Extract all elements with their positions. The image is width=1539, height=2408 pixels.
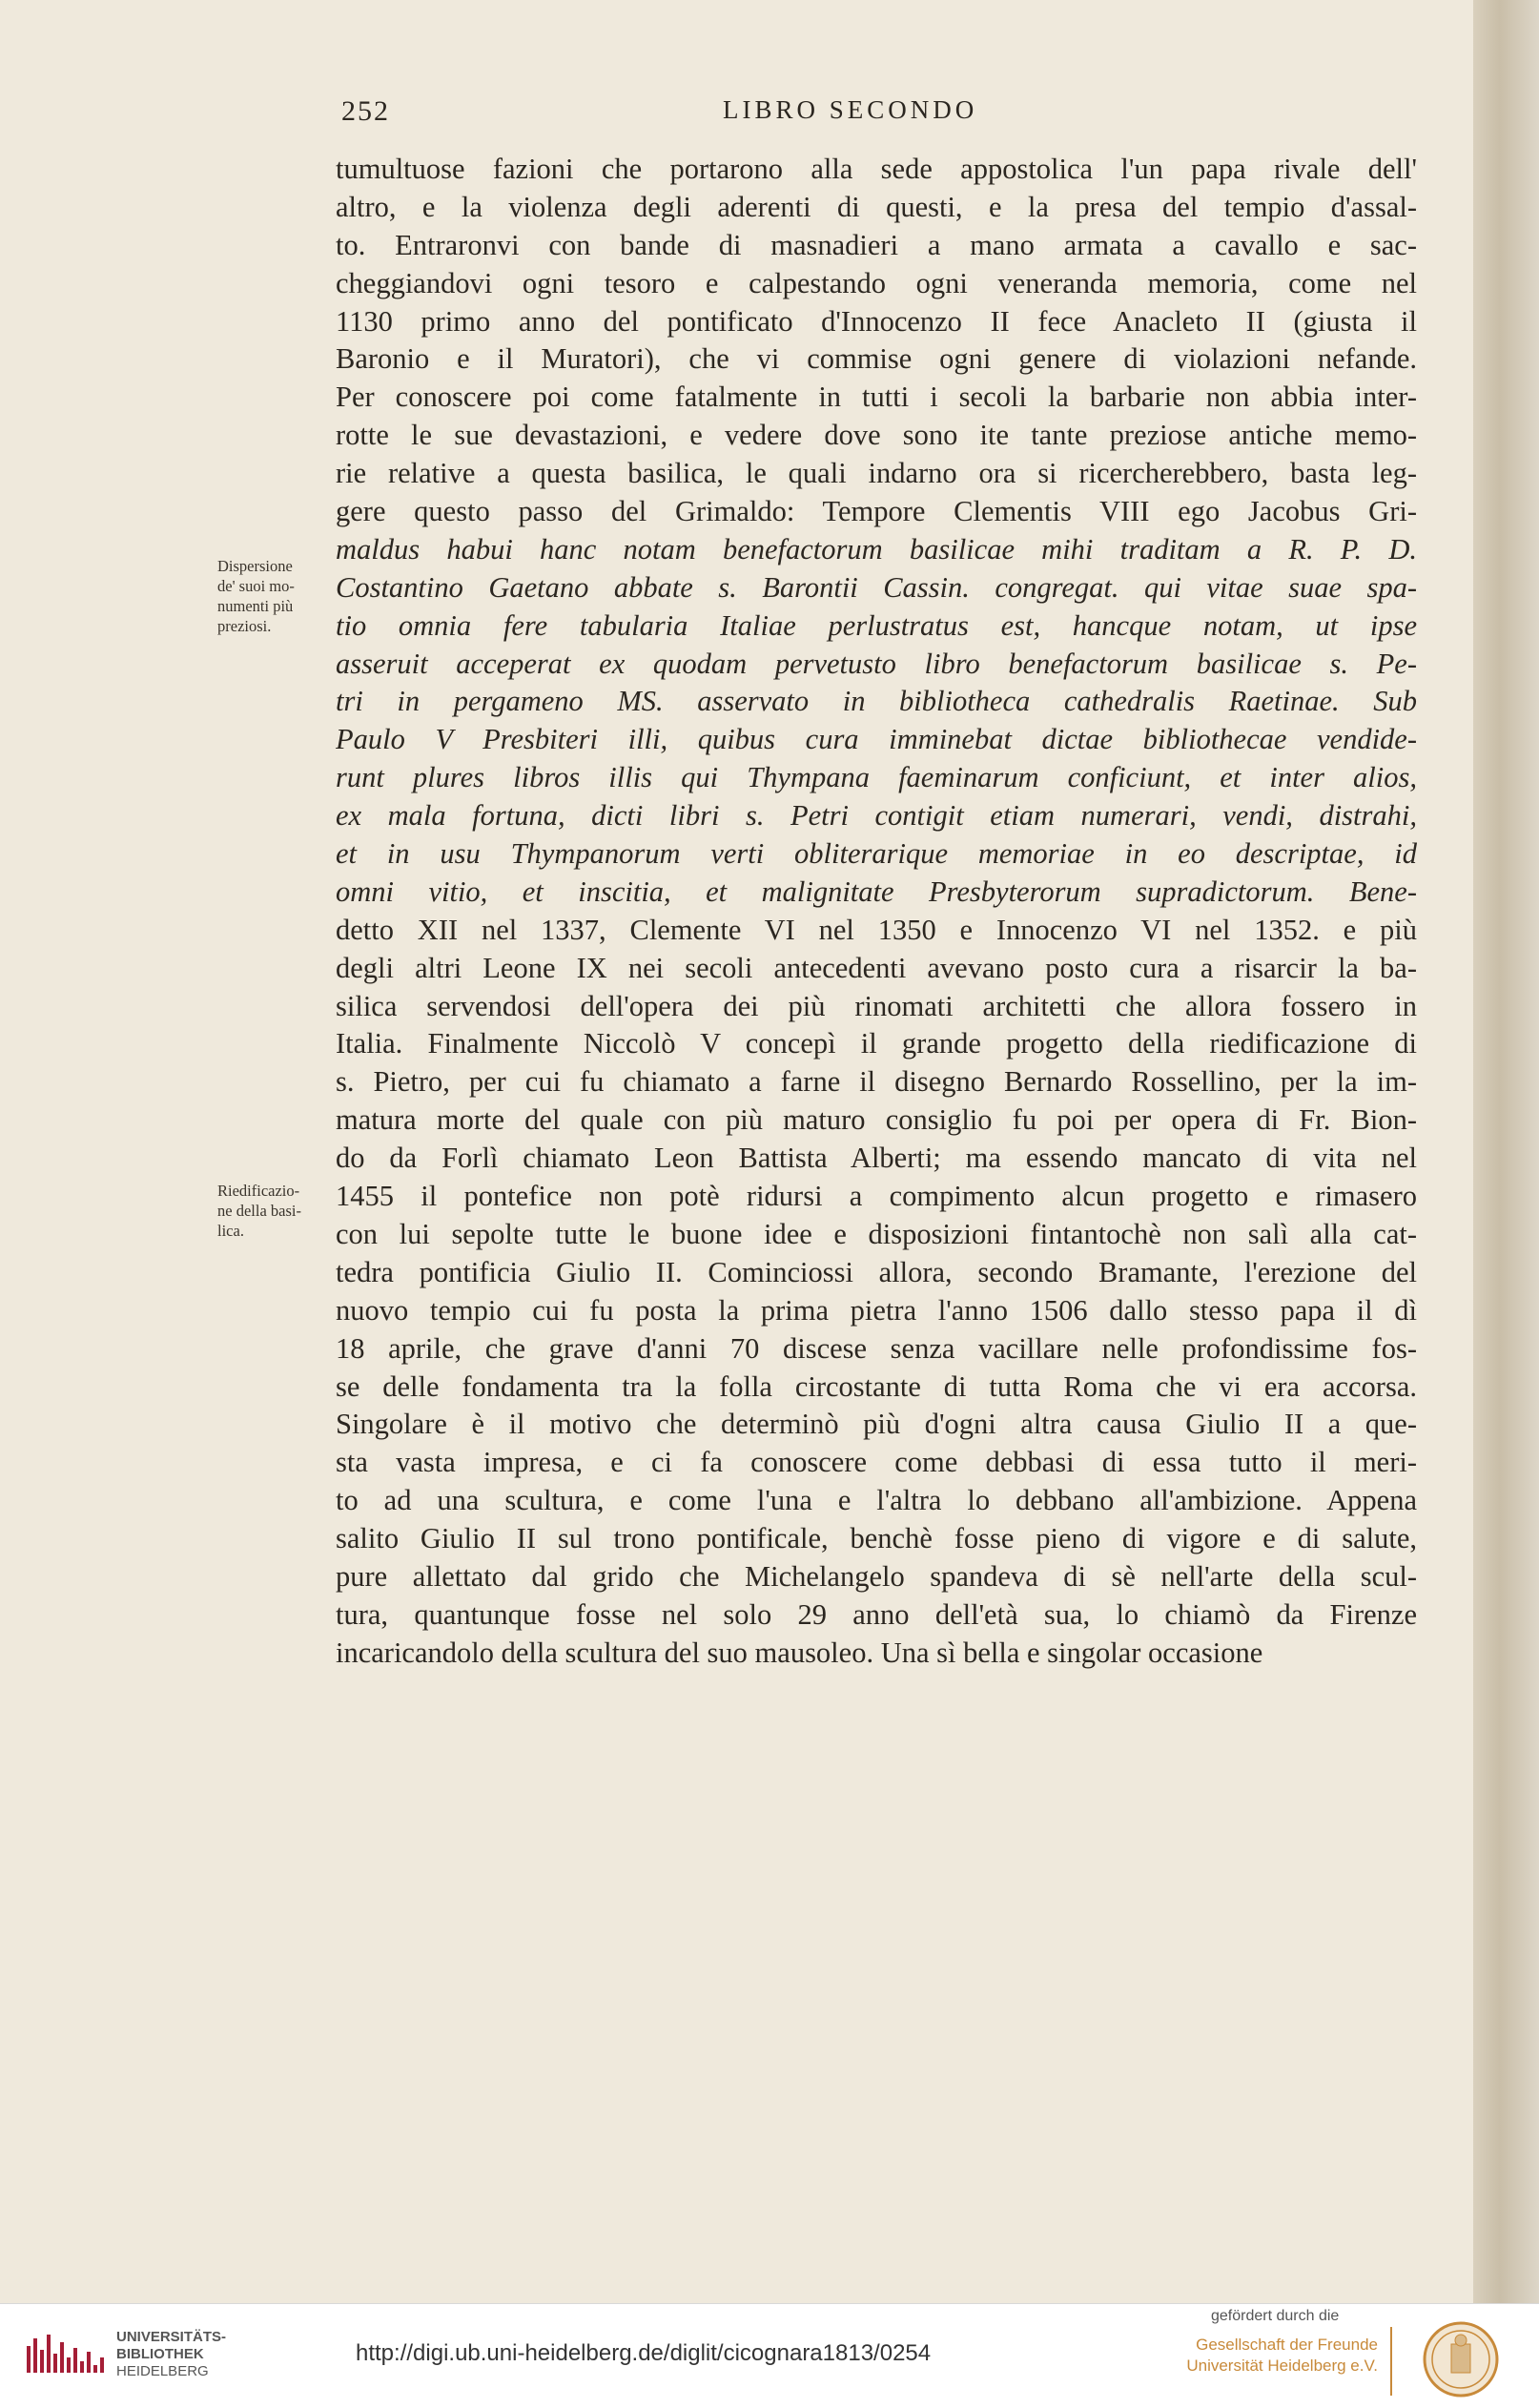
society-name-line: Gesellschaft der Freunde — [1196, 2336, 1378, 2354]
text-line-latin: maldus habui hanc notam benefactorum basilicae mihi traditam a R. P. D. — [336, 532, 1417, 566]
text-line: Italia. Finalmente Niccolò V concepì il grande progetto della riedificazione di — [336, 1027, 1417, 1060]
text-line: do da Forlì chiamato Leon Battista Alberti; ma essendo mancato di vita nel — [336, 1142, 1417, 1175]
text-line: Baronio e il Muratori), che vi commise ogni genere di violazioni nefande. — [336, 342, 1417, 376]
society-name-line: Universität Heidelberg e.V. — [1186, 2357, 1378, 2375]
ub-heidelberg-logo-icon — [25, 2333, 109, 2375]
text-line: salito Giulio II sul trono pontificale, benchè fosse pieno di vigore e di salute, — [336, 1522, 1417, 1555]
text-line-latin: Paulo V Presbiteri illi, quibus cura imminebat dictae bibliothecae vendide- — [336, 723, 1417, 756]
text-line: incaricandolo della scultura del suo mausoleo. Una sì bella e singolar occasione — [336, 1636, 1263, 1669]
text-line: cheggiandovi ogni tesoro e calpestando ogni veneranda memoria, come nel — [336, 266, 1417, 299]
text-line: detto XII nel 1337, Clemente VI nel 1350 e Innocenzo VI nel 1352. e più — [336, 913, 1417, 946]
society-name — [1182, 2335, 1378, 2377]
text-line: 1455 il pontefice non potè ridursi a compimento alcun progetto e rimasero — [336, 1180, 1417, 1213]
text-line: se delle fondamenta tra la folla circostante di tutta Roma che vi era accorsa. — [336, 1369, 1417, 1403]
text-line: tumultuose fazioni che portarono alla sede appostolica l'un papa rivale dell' — [336, 153, 1417, 185]
text-line: rie relative a questa basilica, le quali indarno ora si ricercherebbero, basta leg- — [336, 457, 1417, 490]
text-line: degli altri Leone IX nei secoli antecedenti avevano posto cura a risarcir la ba- — [336, 951, 1417, 984]
body-text — [336, 151, 1417, 1673]
text-line: to. Entraronvi con bande di masnadieri a mano armata a cavallo e sac- — [336, 228, 1417, 261]
marginal-note-riedificazione — [217, 1181, 343, 1241]
marginal-note-line: Riedificazio- — [217, 1182, 300, 1200]
text-line: s. Pietro, per cui fu chiamato a farne il disegno Bernardo Rossellino, per la im- — [336, 1065, 1417, 1099]
text-line: matura morte del quale con più maturo consiglio fu poi per opera di Fr. Bion- — [336, 1103, 1417, 1137]
running-head-title: LIBRO SECONDO — [723, 95, 978, 124]
university-seal-icon — [1409, 2319, 1512, 2399]
library-name-line: HEIDELBERG — [116, 2363, 209, 2379]
marginal-note-line: numenti più — [217, 597, 294, 615]
text-line-latin: tio omnia fere tabularia Italiae perlustratus est, hancque notam, ut ipse — [336, 608, 1417, 642]
page-number: 252 — [341, 95, 390, 127]
marginal-note-dispersione — [217, 556, 343, 636]
text-line: pure allettato dal grido che Michelangelo spandeva di sè nell'arte della scul- — [336, 1559, 1417, 1593]
text-line: 1130 primo anno del pontificato d'Innocenzo II fece Anacleto II (giusta il — [336, 304, 1417, 338]
funded-by-label: gefördert durch die — [1211, 2308, 1340, 2324]
text-line: tura, quantunque fosse nel solo 29 anno dell'età sua, lo chiamò da Firenze — [336, 1597, 1417, 1631]
library-name — [116, 2329, 226, 2380]
text-line: silica servendosi dell'opera dei più rinomati architetti che allora fossero in — [336, 989, 1417, 1022]
text-line: con lui sepolte tutte le buone idee e disposizioni fintantochè non salì alla cat- — [336, 1217, 1417, 1250]
text-line: sta vasta impresa, e ci fa conoscere come debbasi di essa tutto il meri- — [336, 1446, 1417, 1479]
marginal-note-line: ne della basi- — [217, 1202, 301, 1220]
text-line-latin: Costantino Gaetano abbate s. Barontii Cassin. congregat. qui vitae suae spa- — [336, 570, 1417, 604]
digital-copy-link[interactable]: http://digi.ub.uni-heidelberg.de/diglit/cicognara1813/0254 — [356, 2340, 932, 2366]
footer-divider — [1390, 2327, 1392, 2396]
marginal-note-line: Dispersione — [217, 557, 293, 575]
text-line: 18 aprile, che grave d'anni 70 discese senza vacillare nelle profondissime fos- — [336, 1331, 1417, 1365]
library-name-line: UNIVERSITÄTS- — [116, 2329, 227, 2345]
text-line-latin: tri in pergameno MS. asservato in bibliotheca cathedralis Raetinae. Sub — [336, 685, 1417, 718]
text-line: to ad una scultura, e come l'una e l'altra lo debbano all'ambizione. Appena — [336, 1484, 1417, 1517]
text-line: Per conoscere poi come fatalmente in tutti i secoli la barbarie non abbia inter- — [336, 381, 1417, 414]
text-line: Singolare è il motivo che determinò più d'ogni altra causa Giulio II a que- — [336, 1408, 1417, 1441]
marginal-note-line: de' suoi mo- — [217, 577, 295, 595]
text-line: tedra pontificia Giulio II. Cominciossi allora, secondo Bramante, l'erezione del — [336, 1255, 1417, 1288]
text-line: nuovo tempio cui fu posta la prima pietra l'anno 1506 dallo stesso papa il dì — [336, 1293, 1417, 1327]
marginal-note-line: preziosi. — [217, 617, 272, 635]
book-spine — [1473, 0, 1539, 2303]
text-line: altro, e la violenza degli aderenti di questi, e la presa del tempio d'assal- — [336, 190, 1417, 223]
marginal-note-line: lica. — [217, 1222, 244, 1240]
text-line: gere questo passo del Grimaldo: Tempore Clementis VIII ego Jacobus Gri- — [336, 495, 1417, 528]
text-line: rotte le sue devastazioni, e vedere dove sono ite tante preziose antiche memo- — [336, 419, 1417, 452]
text-line-latin: et in usu Thympanorum verti obliterarique memoriae in eo descriptae, id — [336, 837, 1417, 871]
text-line-latin: asseruit acceperat ex quodam pervetusto libro benefactorum basilicae s. Pe- — [336, 647, 1417, 680]
text-line-latin: ex mala fortuna, dicti libri s. Petri contigit etiam numerari, vendi, distrahi, — [336, 799, 1417, 833]
text-line-latin: omni vitio, et inscitia, et malignitate Presbyterorum supradictorum. Bene- — [336, 875, 1417, 908]
text-line-latin: runt plures libros illis qui Thympana faeminarum conficiunt, et inter alios, — [336, 761, 1417, 794]
running-head — [0, 95, 1473, 134]
library-name-line: BIBLIOTHEK — [116, 2346, 204, 2362]
